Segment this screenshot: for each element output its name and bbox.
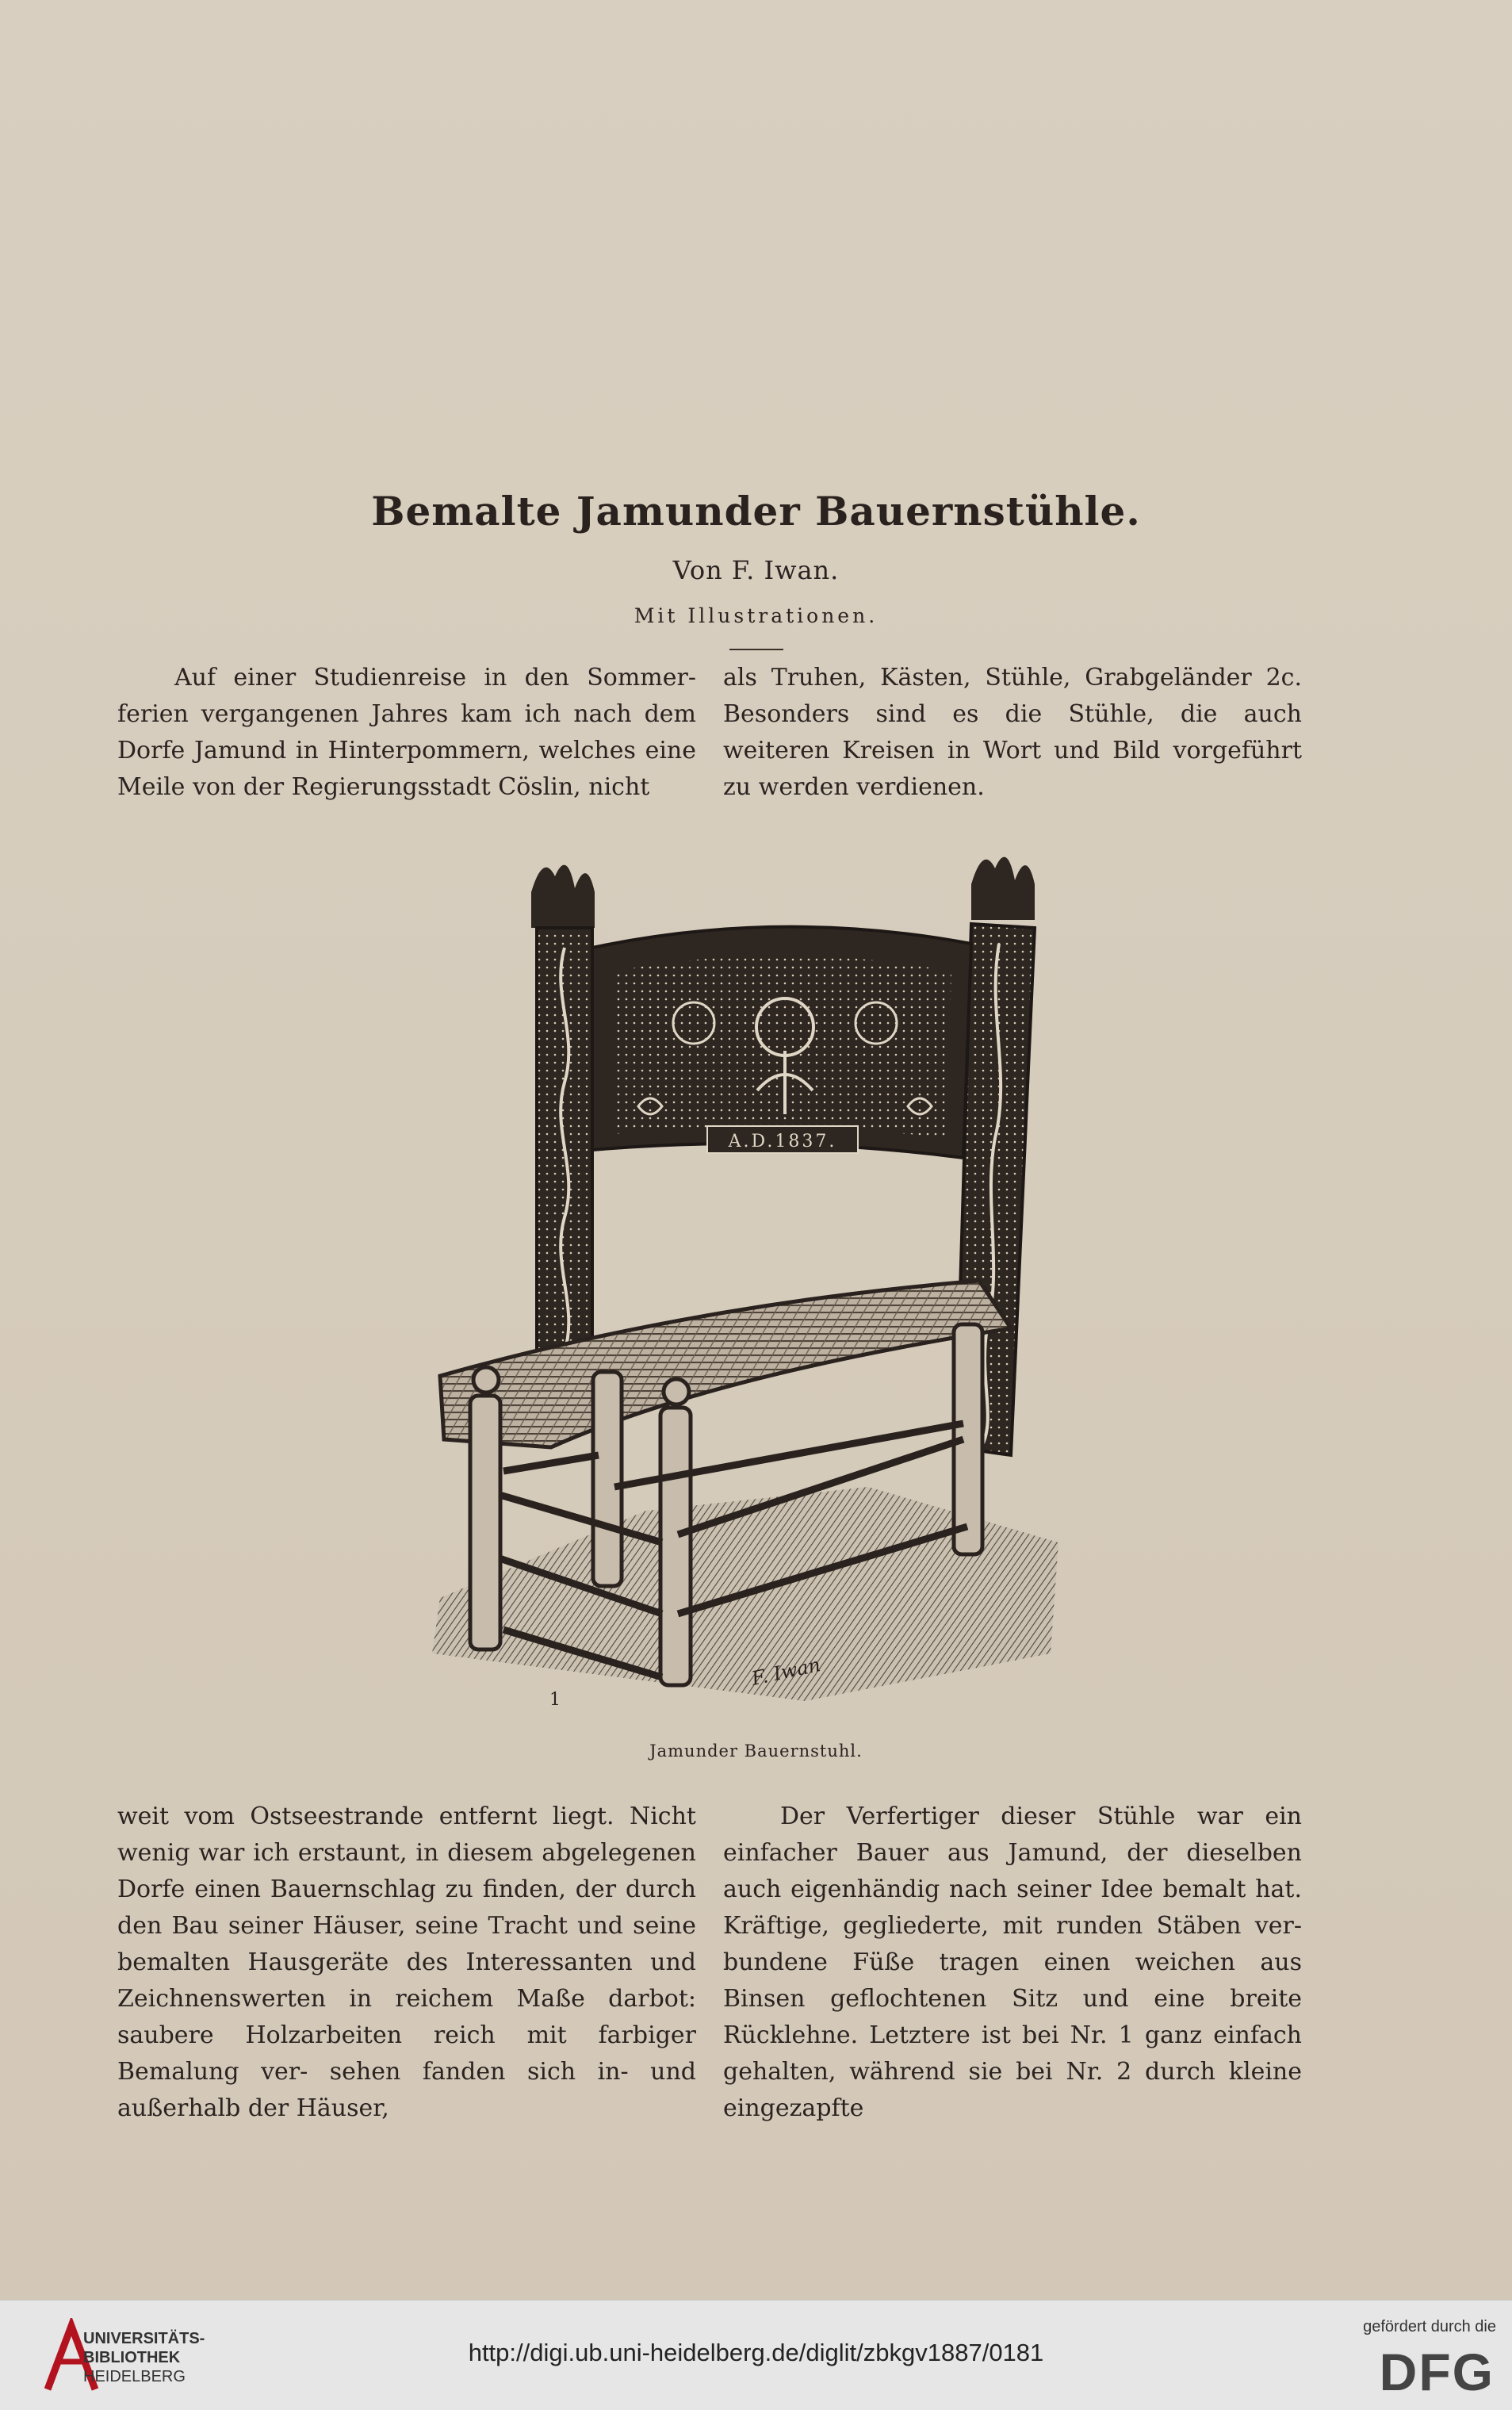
library-name-line: UNIVERSITÄTS- [83,2330,205,2347]
artist-signature: F. Iwan [749,1653,823,1690]
column-top-right [723,660,1302,806]
column-top-left [117,660,696,806]
article-author: Von F. Iwan. [672,555,840,585]
left-back-post [531,865,595,1372]
viewer-footer-bar [0,2300,1512,2410]
backrest-date-inscription: A.D.1837. [728,1132,837,1151]
article-subtitle: Mit Illustrationen. [634,604,878,627]
backrest-panel [592,927,971,1158]
library-name-line: BIBLIOTHEK [83,2349,181,2366]
sponsor-text: gefördert durch die [1363,2318,1496,2335]
paragraph: Der Verfertiger dieser Stühle war ein einfacher Bauer aus Jamund, der dieselben auch eigenhändig nach seiner Idee bemalt hat. Kräftige, gegliederte, mit runden Stäben ver- bundene Füße tragen einen weichen aus Binsen geflochtenen Sitz und eine breite Rücklehne. Letztere ist bei Nr. 1 ganz einfach gehalten, während sie bei Nr. 2 durch kleine eingezapfte [723,1803,1302,2122]
paragraph: weit vom Ostseestrande entfernt liegt. Nicht wenig war ich erstaunt, in diesem abgelegenen Dorfe einen Bauernschlag zu finden, der durch den Bau seiner Häuser, seine Tracht und seine bemalten Hausgeräte des Interessanten und Zeichnenswerten in reichem Maße darbot: saubere Holzarbeiten reich mit farbiger Bemalung ver- sehen fanden sich in- und außerhalb der Häuser, [117,1803,696,2122]
column-bottom-right [723,1799,1302,2127]
paragraph: als Truhen, Kästen, Stühle, Grabgeländer 2c. Besonders sind es die Stühle, die auch weiteren Kreisen in Wort und Bild vorgeführt zu werden verdienen. [723,664,1302,801]
library-name-line: HEIDELBERG [83,2368,186,2385]
figure-caption: Jamunder Bauernstuhl. [649,1741,863,1761]
chair-illustration [313,853,1122,1741]
dfg-logo[interactable]: DFG [1379,2343,1495,2401]
column-bottom-left [117,1799,696,2127]
article-title: Bemalte Jamunder Bauernstühle. [371,488,1141,534]
permalink-url[interactable]: http://digi.ub.uni-heidelberg.de/diglit/zbkgv1887/0181 [468,2339,1044,2366]
woven-rush-seat [440,1281,1011,1447]
paragraph: Auf einer Studienreise in den Sommer- ferien vergangenen Jahres kam ich nach dem Dorfe Jamund in Hinterpommern, welches eine Meile von der Regierungsstadt Cöslin, nicht [117,664,696,801]
figure-number-label: 1 [549,1690,561,1710]
title-divider [729,649,783,650]
